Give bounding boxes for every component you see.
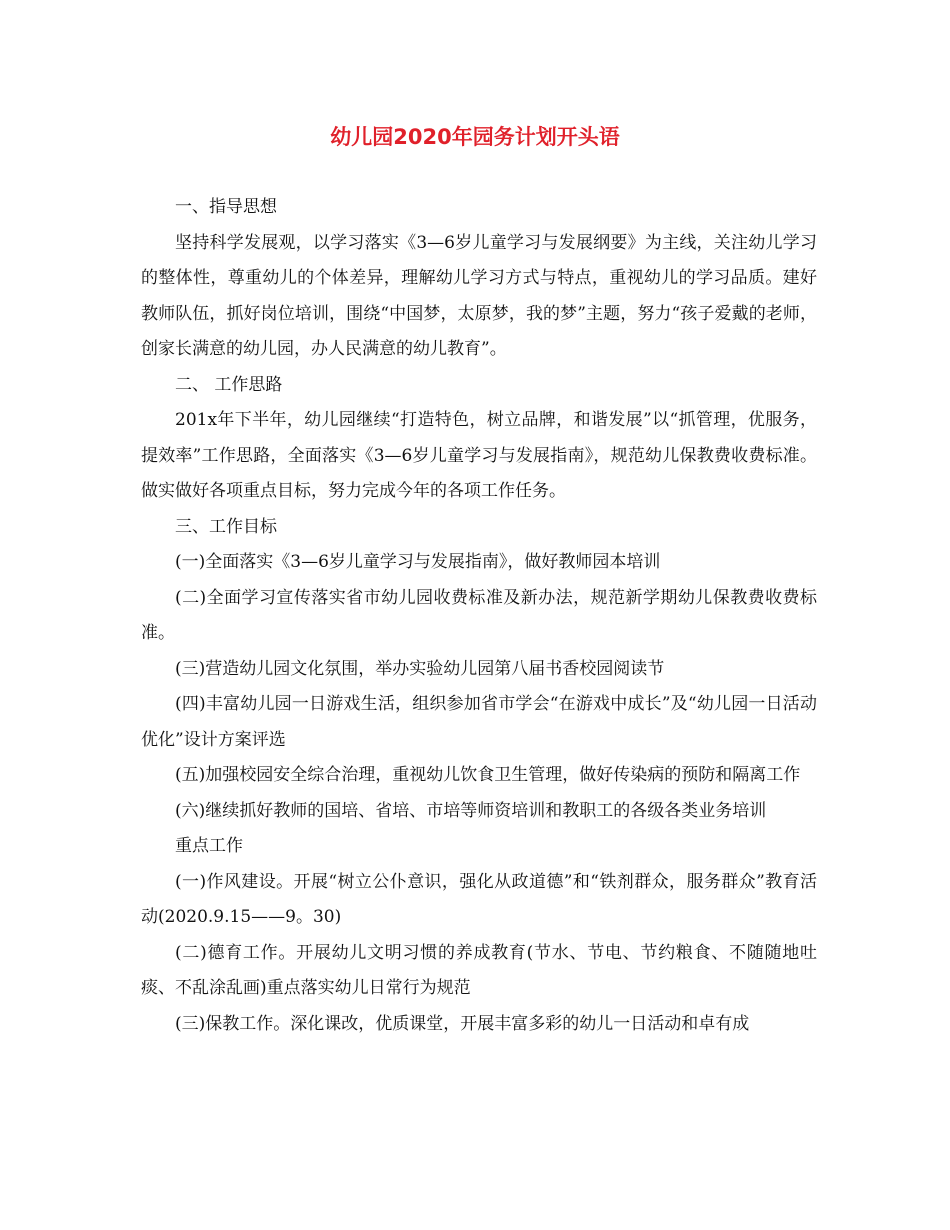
section-heading-work-approach: 二、 工作思路 — [175, 374, 283, 395]
goal-item-3: (三)营造幼儿园文化氛围，举办实验幼儿园第八届书香校园阅读节 — [175, 658, 665, 679]
goal-item-5: (五)加强校园安全综合治理，重视幼儿饮食卫生管理，做好传染病的预防和隔离工作 — [175, 765, 801, 785]
goal-item-4: (四)丰富幼儿园一日游戏生活，组织参加省市学会“在游戏中成长”及“幼儿园一日活动优化”设计方案评选 — [141, 694, 817, 750]
section-heading-key-work: 重点工作 — [175, 836, 243, 856]
document-title: 幼儿园2020年园务计划开头语 — [330, 125, 620, 149]
key-work-item-1: (一)作风建设。开展“树立公仆意识，强化从政道德”和“铁剂群众，服务群众”教育活动(2020.9.15——9。30) — [141, 871, 817, 927]
key-work-item-3: (三)保教工作。深化课改，优质课堂，开展丰富多彩的幼儿一日活动和卓有成 — [175, 1013, 750, 1034]
key-work-item-2: (二)德育工作。开展幼儿文明习惯的养成教育(节水、节电、节约粮食、不随随地吐痰、不乱涂乱画)重点落实幼儿日常行为规范 — [141, 942, 817, 998]
document-body — [141, 190, 817, 1042]
goal-item-1: (一)全面落实《3—6岁儿童学习与发展指南》，做好教师园本培训 — [175, 552, 661, 572]
paragraph-guiding-ideology: 坚持科学发展观，以学习落实《3—6岁儿童学习与发展纲要》为主线，关注幼儿学习的整体性，尊重幼儿的个体差异，理解幼儿学习方式与特点，重视幼儿的学习品质。建好教师队伍，抓好岗位培训，围绕“中国梦，太原梦，我的梦”主题，努力“孩子爱戴的老师，创家长满意的幼儿园，办人民满意的幼儿教育”。 — [141, 232, 817, 359]
goal-item-2: (二)全面学习宣传落实省市幼儿园收费标准及新办法，规范新学期幼儿保教费收费标准。 — [141, 587, 817, 643]
section-heading-guiding-ideology: 一、指导思想 — [175, 197, 277, 217]
paragraph-work-approach: 201x年下半年，幼儿园继续“打造特色，树立品牌，和谐发展”以“抓管理，优服务，提效率”工作思路，全面落实《3—6岁儿童学习与发展指南》，规范幼儿保教费收费标准。做实做好各项重点目标，努力完成今年的各项工作任务。 — [141, 410, 817, 501]
section-heading-work-goals: 三、工作目标 — [175, 516, 277, 537]
goal-item-6: (六)继续抓好教师的国培、省培、市培等师资培训和教职工的各级各类业务培训 — [175, 800, 767, 821]
